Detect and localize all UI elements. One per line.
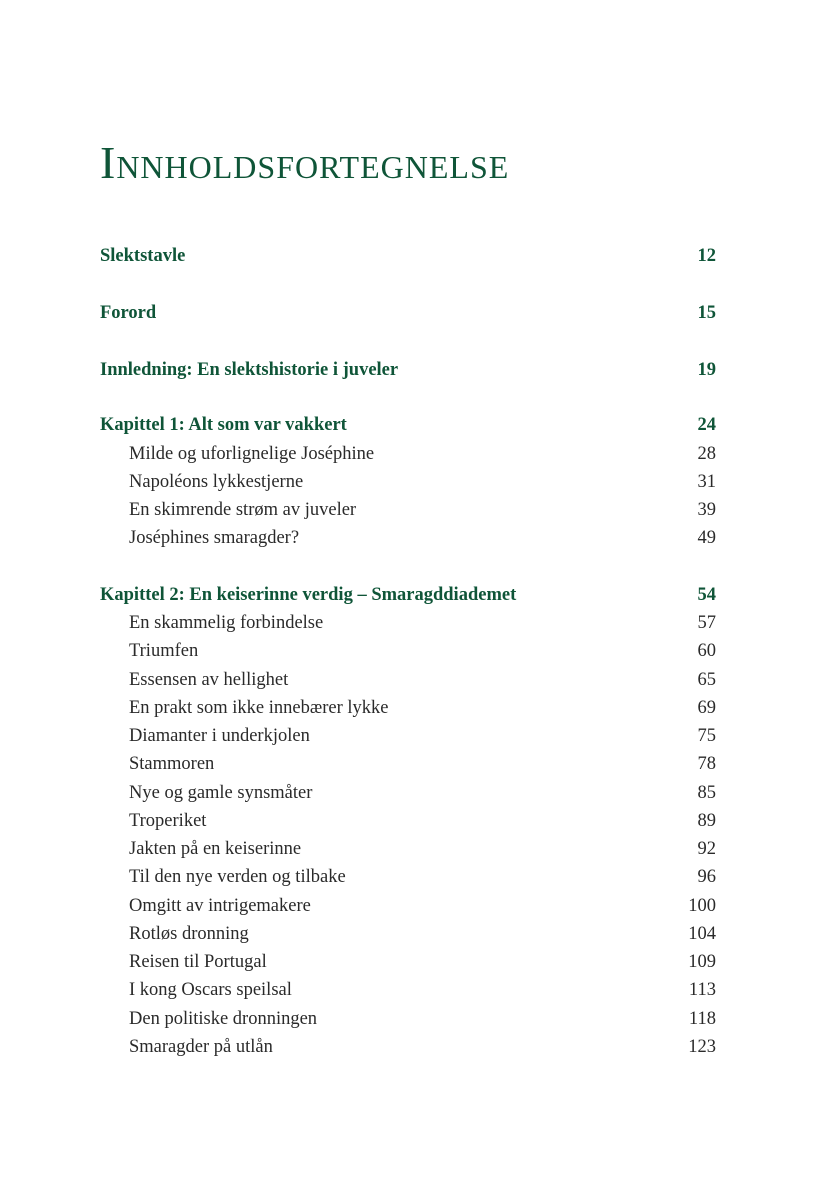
toc-entry-title: Omgitt av intrigemakere xyxy=(129,896,311,916)
toc-entry-page: 89 xyxy=(697,811,716,831)
toc-entry[interactable] xyxy=(100,920,716,948)
toc-entry[interactable] xyxy=(100,863,716,891)
toc-entry-title: Den politiske dronningen xyxy=(129,1009,318,1029)
toc-entry[interactable] xyxy=(100,835,716,863)
toc-entry-title: Til den nye verden og tilbake xyxy=(129,867,346,887)
toc-entry[interactable] xyxy=(100,779,716,807)
toc-entry-page: 12 xyxy=(697,246,716,266)
toc-entry[interactable] xyxy=(100,356,716,384)
toc-entry-title: I kong Oscars speilsal xyxy=(129,980,292,1000)
toc-entry-page: 85 xyxy=(697,783,716,803)
toc-entry-page: 78 xyxy=(697,754,716,774)
toc-entry-page: 60 xyxy=(697,641,716,661)
toc-entry-title: Slektstavle xyxy=(100,246,186,266)
toc-entry-title: Rotløs dronning xyxy=(129,924,249,944)
toc-entry[interactable] xyxy=(100,948,716,976)
toc-entry-title: En skimrende strøm av juveler xyxy=(129,500,357,520)
toc-entry-page: 75 xyxy=(697,726,716,746)
toc-entry[interactable] xyxy=(100,976,716,1004)
toc-entry[interactable] xyxy=(100,892,716,920)
toc-entry[interactable] xyxy=(100,609,716,637)
toc-entry-page: 49 xyxy=(697,528,716,548)
toc-entry-page: 92 xyxy=(697,839,716,859)
toc-entry[interactable] xyxy=(100,468,716,496)
toc-entry[interactable] xyxy=(100,299,716,327)
toc-entry-page: 96 xyxy=(697,867,716,887)
toc-entry-title: Jakten på en keiserinne xyxy=(129,839,302,859)
toc-entry[interactable] xyxy=(100,524,716,552)
toc-entry-title: Forord xyxy=(100,303,157,323)
toc-entry-page: 104 xyxy=(688,924,716,944)
toc-entry[interactable] xyxy=(100,694,716,722)
toc-entry-page: 31 xyxy=(697,472,716,492)
toc-entry-page: 113 xyxy=(688,980,716,1000)
toc-entry[interactable] xyxy=(100,1033,716,1061)
toc-entry-title: Smaragder på utlån xyxy=(129,1037,273,1057)
toc-entry[interactable] xyxy=(100,440,716,468)
toc-entry-page: 109 xyxy=(688,952,716,972)
toc-entry-title: Stammoren xyxy=(129,754,215,774)
toc-entry[interactable] xyxy=(100,722,716,750)
toc-entry-title: Kapittel 2: En keiserinne verdig – Smaragddiademet xyxy=(100,585,517,605)
toc-entry-page: 15 xyxy=(697,303,716,323)
toc-entry-page: 54 xyxy=(697,585,716,605)
toc-entry[interactable] xyxy=(100,807,716,835)
toc-entry-page: 123 xyxy=(688,1037,716,1057)
toc-entry[interactable] xyxy=(100,750,716,778)
toc-entry-page: 100 xyxy=(688,896,716,916)
toc-entry-title: Triumfen xyxy=(129,641,199,661)
toc-entry-page: 28 xyxy=(697,444,716,464)
toc-entry[interactable] xyxy=(100,581,716,609)
toc-entry-title: Nye og gamle synsmåter xyxy=(129,783,313,803)
toc-entry-page: 24 xyxy=(697,415,716,435)
toc-entry-title: Joséphines smaragder? xyxy=(129,528,300,548)
toc-entry-title: En prakt som ikke innebærer lykke xyxy=(129,698,389,718)
toc-entry-page: 69 xyxy=(697,698,716,718)
table-of-contents xyxy=(100,0,716,1200)
toc-entry-page: 19 xyxy=(697,360,716,380)
toc-entry-page: 65 xyxy=(697,670,716,690)
toc-entry[interactable] xyxy=(100,496,716,524)
toc-entry[interactable] xyxy=(100,1005,716,1033)
toc-entry[interactable] xyxy=(100,637,716,665)
toc-entry[interactable] xyxy=(100,666,716,694)
page-title: Innholdsfortegnelse xyxy=(100,137,510,188)
toc-entry-title: Diamanter i underkjolen xyxy=(129,726,310,746)
toc-entry[interactable] xyxy=(100,242,716,270)
toc-entry-page: 118 xyxy=(688,1009,716,1029)
toc-entry-page: 39 xyxy=(697,500,716,520)
toc-entry-title: Troperiket xyxy=(129,811,207,831)
toc-entry-title: Milde og uforlignelige Joséphine xyxy=(129,444,375,464)
toc-entry-title: Essensen av hellighet xyxy=(129,670,289,690)
toc-entry[interactable] xyxy=(100,411,716,439)
toc-entry-title: En skammelig forbindelse xyxy=(129,613,324,633)
toc-entry-title: Kapittel 1: Alt som var vakkert xyxy=(100,415,347,435)
toc-entry-title: Reisen til Portugal xyxy=(129,952,267,972)
toc-entry-page: 57 xyxy=(697,613,716,633)
toc-entry-title: Napoléons lykkestjerne xyxy=(129,472,304,492)
toc-entry-title: Innledning: En slektshistorie i juveler xyxy=(100,360,399,380)
